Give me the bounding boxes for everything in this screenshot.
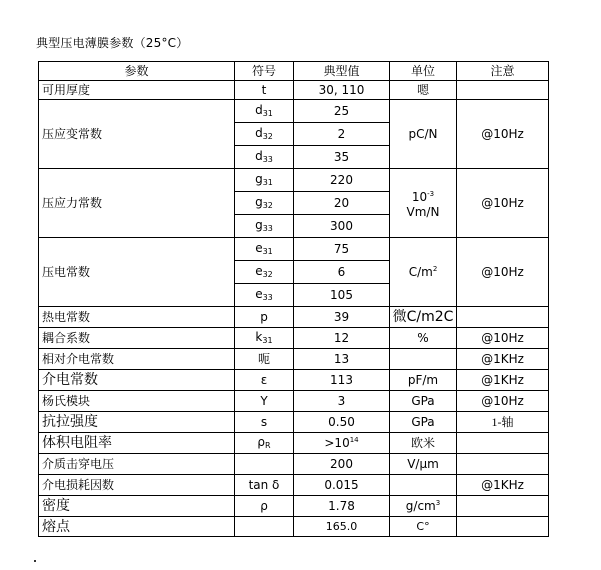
param-symbol: 呃 (235, 349, 294, 370)
param-value: 35 (294, 146, 390, 169)
table-row-melting (39, 517, 549, 537)
param-unit (390, 475, 457, 496)
param-value: 200 (294, 454, 390, 475)
param-value: 20 (294, 192, 390, 215)
param-symbol: $k_{31}$ (235, 328, 294, 349)
table-row-pyro (39, 307, 549, 328)
param-value: 3 (294, 391, 390, 412)
header-symbol: 符号 (235, 62, 294, 81)
param-symbol (235, 517, 294, 537)
table-header-row (39, 62, 549, 81)
table-row-thickness (39, 81, 549, 100)
param-value: 1.78 (294, 496, 390, 517)
param-name: 可用厚度 (39, 81, 235, 100)
param-value: 0.50 (294, 412, 390, 433)
param-note: 1-轴 (457, 412, 549, 433)
param-unit: 嗯 (390, 81, 457, 100)
table-row-coupling (39, 328, 549, 349)
param-symbol: $e_{31}$ (235, 238, 294, 261)
param-name: 密度 (39, 496, 235, 517)
param-name: 相对介电常数 (39, 349, 235, 370)
param-symbol: Y (235, 391, 294, 412)
parameters-table (38, 61, 549, 537)
table-row-breakdown (39, 454, 549, 475)
table-row-piezo-const (39, 238, 549, 261)
param-name: 体积电阻率 (39, 433, 235, 454)
param-unit (390, 349, 457, 370)
param-name: 熔点 (39, 517, 235, 537)
param-value: 0.015 (294, 475, 390, 496)
param-unit: GPa (390, 391, 457, 412)
header-note: 注意 (457, 62, 549, 81)
param-name: 耦合系数 (39, 328, 235, 349)
param-unit: V/μm (390, 454, 457, 475)
param-name: 介电常数 (39, 370, 235, 391)
param-note: @10Hz (457, 328, 549, 349)
param-symbol: $d_{31}$ (235, 100, 294, 123)
param-value: 165.0 (294, 517, 390, 537)
param-note (457, 454, 549, 475)
table-title: 典型压电薄膜参数（25°C） (36, 36, 189, 50)
table-row-loss (39, 475, 549, 496)
param-symbol: $d_{32}$ (235, 123, 294, 146)
param-name: 抗拉强度 (39, 412, 235, 433)
param-note (457, 517, 549, 537)
param-symbol: $g_{33}$ (235, 215, 294, 238)
param-note: @1KHz (457, 349, 549, 370)
param-name: 杨氏模块 (39, 391, 235, 412)
table-row-young (39, 391, 549, 412)
param-unit: % (390, 328, 457, 349)
param-value: 300 (294, 215, 390, 238)
param-symbol (235, 454, 294, 475)
param-symbol: t (235, 81, 294, 100)
param-unit: 欧米 (390, 433, 457, 454)
param-note (457, 307, 549, 328)
param-note: @1KHz (457, 475, 549, 496)
param-symbol: $e_{33}$ (235, 284, 294, 307)
param-value: 75 (294, 238, 390, 261)
table-row-piezo-strain (39, 100, 549, 123)
param-symbol: $e_{32}$ (235, 261, 294, 284)
param-symbol: ρ (235, 496, 294, 517)
table-row-rel-permittivity (39, 349, 549, 370)
param-symbol: s (235, 412, 294, 433)
param-note (457, 433, 549, 454)
param-unit: GPa (390, 412, 457, 433)
param-symbol: p (235, 307, 294, 328)
param-value: 25 (294, 100, 390, 123)
param-symbol: $d_{33}$ (235, 146, 294, 169)
param-symbol: $\rho_R$ (235, 433, 294, 454)
param-note (457, 496, 549, 517)
header-unit: 单位 (390, 62, 457, 81)
param-value: 113 (294, 370, 390, 391)
param-name: 压应变常数 (39, 100, 235, 169)
param-note (457, 81, 549, 100)
param-name: 压电常数 (39, 238, 235, 307)
param-unit: pC/N (390, 100, 457, 169)
param-note: @10Hz (457, 238, 549, 307)
param-value: 6 (294, 261, 390, 284)
param-value: 12 (294, 328, 390, 349)
param-value: 13 (294, 349, 390, 370)
param-name: 介电损耗因数 (39, 475, 235, 496)
param-unit: $C/m^2$ (390, 238, 457, 307)
param-unit: $10^{-3}$ Vm/N (390, 169, 457, 238)
table-row-piezo-stress (39, 169, 549, 192)
header-typical: 典型值 (294, 62, 390, 81)
param-value: $>10^{14}$ (294, 433, 390, 454)
param-unit: 微C/m2C (390, 307, 457, 328)
param-name: 热电常数 (39, 307, 235, 328)
stray-dot (34, 560, 36, 562)
param-unit: $g/cm^3$ (390, 496, 457, 517)
param-note: @10Hz (457, 100, 549, 169)
param-value: 105 (294, 284, 390, 307)
param-symbol: ε (235, 370, 294, 391)
param-note: @1KHz (457, 370, 549, 391)
param-value: 220 (294, 169, 390, 192)
param-value: 39 (294, 307, 390, 328)
param-symbol: $g_{31}$ (235, 169, 294, 192)
param-value: 2 (294, 123, 390, 146)
param-symbol: tan δ (235, 475, 294, 496)
param-name: 介质击穿电压 (39, 454, 235, 475)
table-row-permittivity (39, 370, 549, 391)
table-row-tensile (39, 412, 549, 433)
param-unit: pF/m (390, 370, 457, 391)
param-value: 30, 110 (294, 81, 390, 100)
header-param: 参数 (39, 62, 235, 81)
param-note: @10Hz (457, 169, 549, 238)
param-symbol: $g_{32}$ (235, 192, 294, 215)
param-unit: C° (390, 517, 457, 537)
table-row-density (39, 496, 549, 517)
param-name: 压应力常数 (39, 169, 235, 238)
table-row-resistivity (39, 433, 549, 454)
param-note: @10Hz (457, 391, 549, 412)
